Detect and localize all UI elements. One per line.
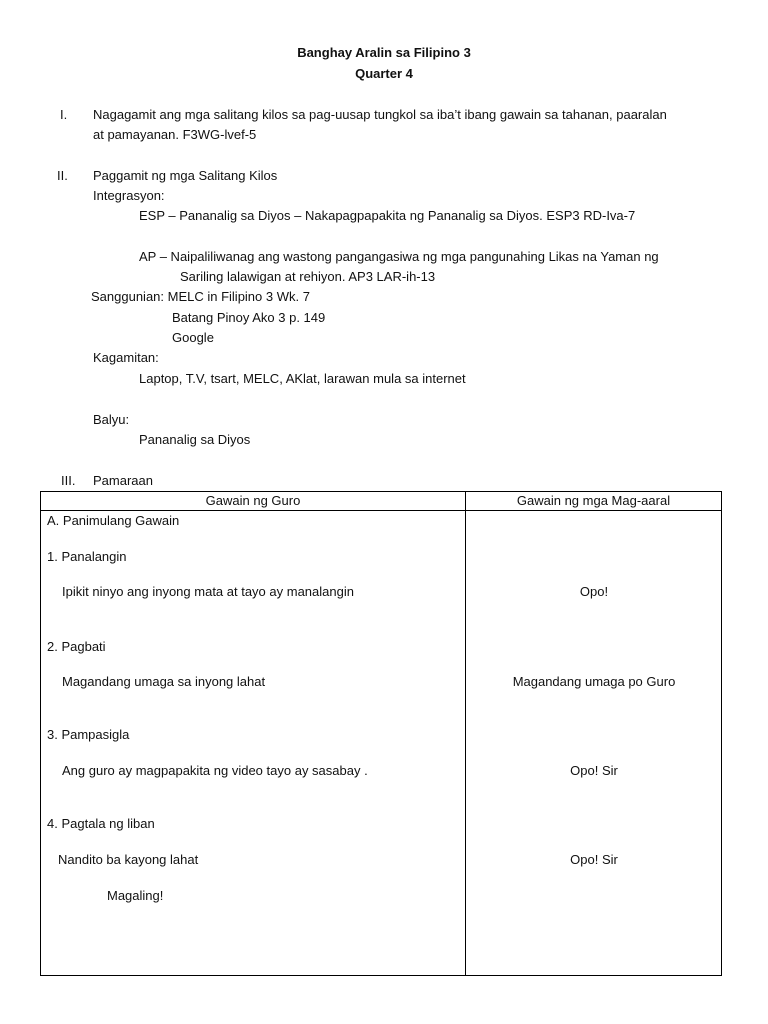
section-2-title: Paggamit ng mga Salitang Kilos	[93, 168, 278, 183]
section-1-line-2: at pamayanan. F3WG-lvef-5	[93, 127, 257, 142]
panimulang-gawain-heading: A. Panimulang Gawain	[47, 513, 180, 528]
response-panalangin: Opo!	[579, 584, 609, 599]
response-pampasigla: Opo! Sir	[570, 763, 618, 778]
section-1-numeral: I.	[60, 107, 68, 122]
ap-integration-line-1: AP – Naipaliliwanag ang wastong pangangasiwa ng mga pangunahing Likas na Yaman ng	[139, 249, 659, 264]
pagtala-ng-liban-heading: 4. Pagtala ng liban	[47, 816, 155, 831]
esp-integration: ESP – Pananalig sa Diyos – Nakapagpapakita ng Pananalig sa Diyos. ESP3 RD-Iva-7	[139, 208, 636, 223]
section-1-line-1: Nagagamit ang mga salitang kilos sa pag-uusap tungkol sa iba’t ibang gawain sa tahanan, paaralan	[93, 107, 667, 122]
header-gawain-ng-mga-mag-aaral: Gawain ng mga Mag-aaral	[466, 492, 722, 511]
document-title: Banghay Aralin sa Filipino 3	[297, 45, 471, 60]
kagamitan-label: Kagamitan:	[93, 350, 159, 365]
section-2-numeral: II.	[57, 168, 68, 183]
ap-integration-line-2: Sariling lalawigan at rehiyon. AP3 LAR-ih-13	[180, 269, 436, 284]
sanggunian-item-3: Google	[172, 330, 214, 345]
sanggunian-label: Sanggunian: MELC in Filipino 3 Wk. 7	[91, 289, 310, 304]
integrasyon-label: Integrasyon:	[93, 188, 165, 203]
lesson-plan-table	[40, 491, 722, 976]
pampasigla-heading: 3. Pampasigla	[47, 727, 130, 742]
section-3-numeral: III.	[61, 473, 76, 488]
kagamitan-value: Laptop, T.V, tsart, MELC, AKlat, larawan mula sa internet	[139, 371, 466, 386]
panalangin-heading: 1. Panalangin	[47, 549, 127, 564]
magaling-text: Magaling!	[107, 888, 164, 903]
balyu-label: Balyu:	[93, 412, 130, 427]
guro-column	[41, 511, 466, 976]
response-pagtala-ng-liban: Opo! Sir	[570, 852, 618, 867]
balyu-value: Pananalig sa Diyos	[139, 432, 251, 447]
sanggunian-item-2: Batang Pinoy Ako 3 p. 149	[172, 310, 326, 325]
document-subtitle: Quarter 4	[355, 66, 413, 81]
panalangin-text: Ipikit ninyo ang inyong mata at tayo ay manalangin	[62, 584, 354, 599]
header-gawain-ng-guro: Gawain ng Guro	[41, 492, 466, 511]
response-pagbati: Magandang umaga po Guro	[512, 674, 676, 689]
section-3-title: Pamaraan	[93, 473, 153, 488]
pagbati-text: Magandang umaga sa inyong lahat	[62, 674, 266, 689]
pampasigla-text: Ang guro ay magpapakita ng video tayo ay sasabay .	[62, 763, 368, 778]
pagbati-heading: 2. Pagbati	[47, 639, 106, 654]
mag-aaral-column	[466, 511, 722, 976]
pagtala-ng-liban-text: Nandito ba kayong lahat	[58, 852, 199, 867]
